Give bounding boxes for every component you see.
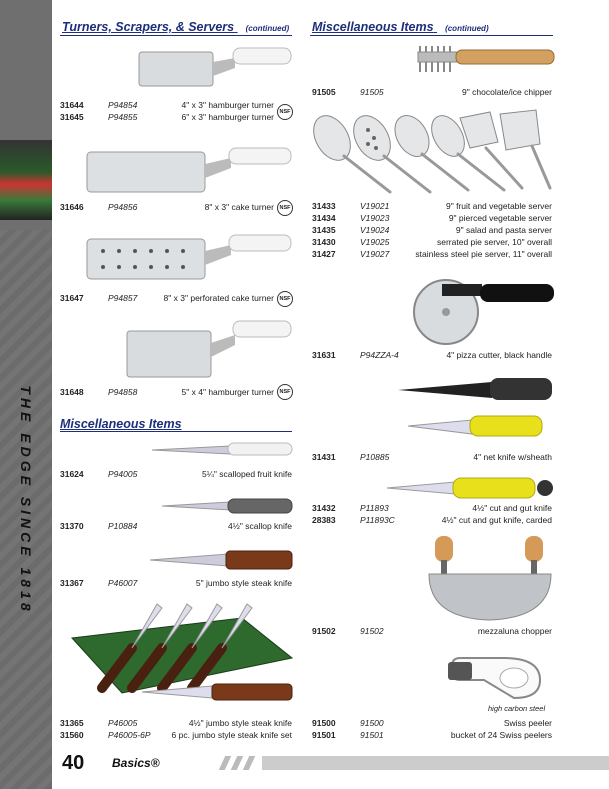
serving-utensils-image	[310, 108, 558, 198]
table-row: 31433 V19021 9" fruit and vegetable server	[312, 201, 552, 211]
pizza-cutter-image	[412, 272, 557, 348]
section-rule	[60, 35, 292, 36]
scallop-knife-image	[160, 495, 295, 517]
table-row: 91500 91500 Swiss peeler	[312, 718, 552, 728]
continued-label: (continued)	[245, 24, 290, 33]
sidebar-motto: THE EDGE SINCE 1818	[18, 385, 34, 615]
hamburger-turner-5x4-image	[125, 315, 295, 379]
section-rule	[310, 35, 553, 36]
scalloped-fruit-knife-image	[150, 438, 295, 460]
section-title-turners	[62, 20, 289, 34]
net-knife-sheath-image	[392, 372, 557, 444]
table-row: 91501 91501 bucket of 24 Swiss peelers	[312, 730, 552, 740]
sidebar-photo	[0, 140, 52, 220]
table-row: 31434 V19023 9" pierced vegetable server	[312, 213, 552, 223]
swiss-peeler-image	[444, 654, 549, 702]
table-row: 28383 P11893C 4½" cut and gut knife, carded	[312, 515, 552, 525]
footer-slash	[243, 756, 256, 770]
table-row: 91502 91502 mezzaluna chopper	[312, 626, 552, 636]
continued-label: (continued)	[445, 24, 489, 33]
table-row: 31644 P94854 4" x 3" hamburger turner	[60, 100, 274, 110]
table-row: 31435 V19024 9" salad and pasta server	[312, 225, 552, 235]
table-row: 31432 P11893 4½" cut and gut knife	[312, 503, 552, 513]
table-row: 31430 V19025 serrated pie server, 10" overall	[312, 237, 552, 247]
cake-turner-image	[85, 138, 295, 198]
nsf-badge: NSF	[277, 291, 293, 307]
footer-bar	[262, 756, 609, 770]
table-row: 91505 91505 9" chocolate/ice chipper	[312, 87, 552, 97]
table-row: 31624 P94005 5¼" scalloped fruit knife	[60, 469, 292, 479]
cut-and-gut-knife-image	[385, 474, 557, 500]
table-row: 31646 P94856 8" x 3" cake turner	[60, 202, 274, 212]
section-rule	[60, 431, 292, 432]
section-title-misc-right	[312, 20, 489, 34]
nsf-badge: NSF	[277, 104, 293, 120]
table-row: 31365 P46005 4½" jumbo style steak knife	[60, 718, 292, 728]
mezzaluna-chopper-image	[425, 532, 555, 622]
table-row: 31431 P10885 4" net knife w/sheath	[312, 452, 552, 462]
sidebar	[0, 0, 52, 789]
table-row: 31645 P94855 6" x 3" hamburger turner	[60, 112, 274, 122]
steak-knife-set-image	[62, 598, 296, 710]
section-title-misc-left: Miscellaneous Items	[60, 417, 182, 431]
nsf-badge: NSF	[277, 384, 293, 400]
table-row: 31427 V19027 stainless steel pie server, 11" overall	[312, 249, 552, 259]
page-number: 40	[62, 752, 85, 774]
section-title-text: Turners, Scrapers, & Servers	[62, 20, 235, 34]
perforated-turner-image	[85, 225, 295, 285]
footer-brand: Basics®	[112, 756, 160, 770]
table-row: 31367 P46007 5" jumbo style steak knife	[60, 578, 292, 588]
hamburger-turner-image	[135, 42, 295, 90]
footer-slash	[219, 756, 232, 770]
footer-slash	[231, 756, 244, 770]
ice-chipper-image	[410, 38, 558, 78]
table-row: 31370 P10884 4½" scallop knife	[60, 521, 292, 531]
table-row: 31648 P94858 5" x 4" hamburger turner	[60, 387, 274, 397]
table-row: 31647 P94857 8" x 3" perforated cake turner	[60, 293, 274, 303]
peeler-caption: high carbon steel	[488, 704, 546, 713]
table-row: 31560 P46005-6P 6 pc. jumbo style steak knife set	[60, 730, 292, 740]
table-row: 31631 P94ZZA-4 4" pizza cutter, black handle	[312, 350, 552, 360]
jumbo-steak-knife-image	[148, 548, 296, 572]
nsf-badge: NSF	[277, 200, 293, 216]
section-title-text: Miscellaneous Items	[312, 20, 434, 34]
